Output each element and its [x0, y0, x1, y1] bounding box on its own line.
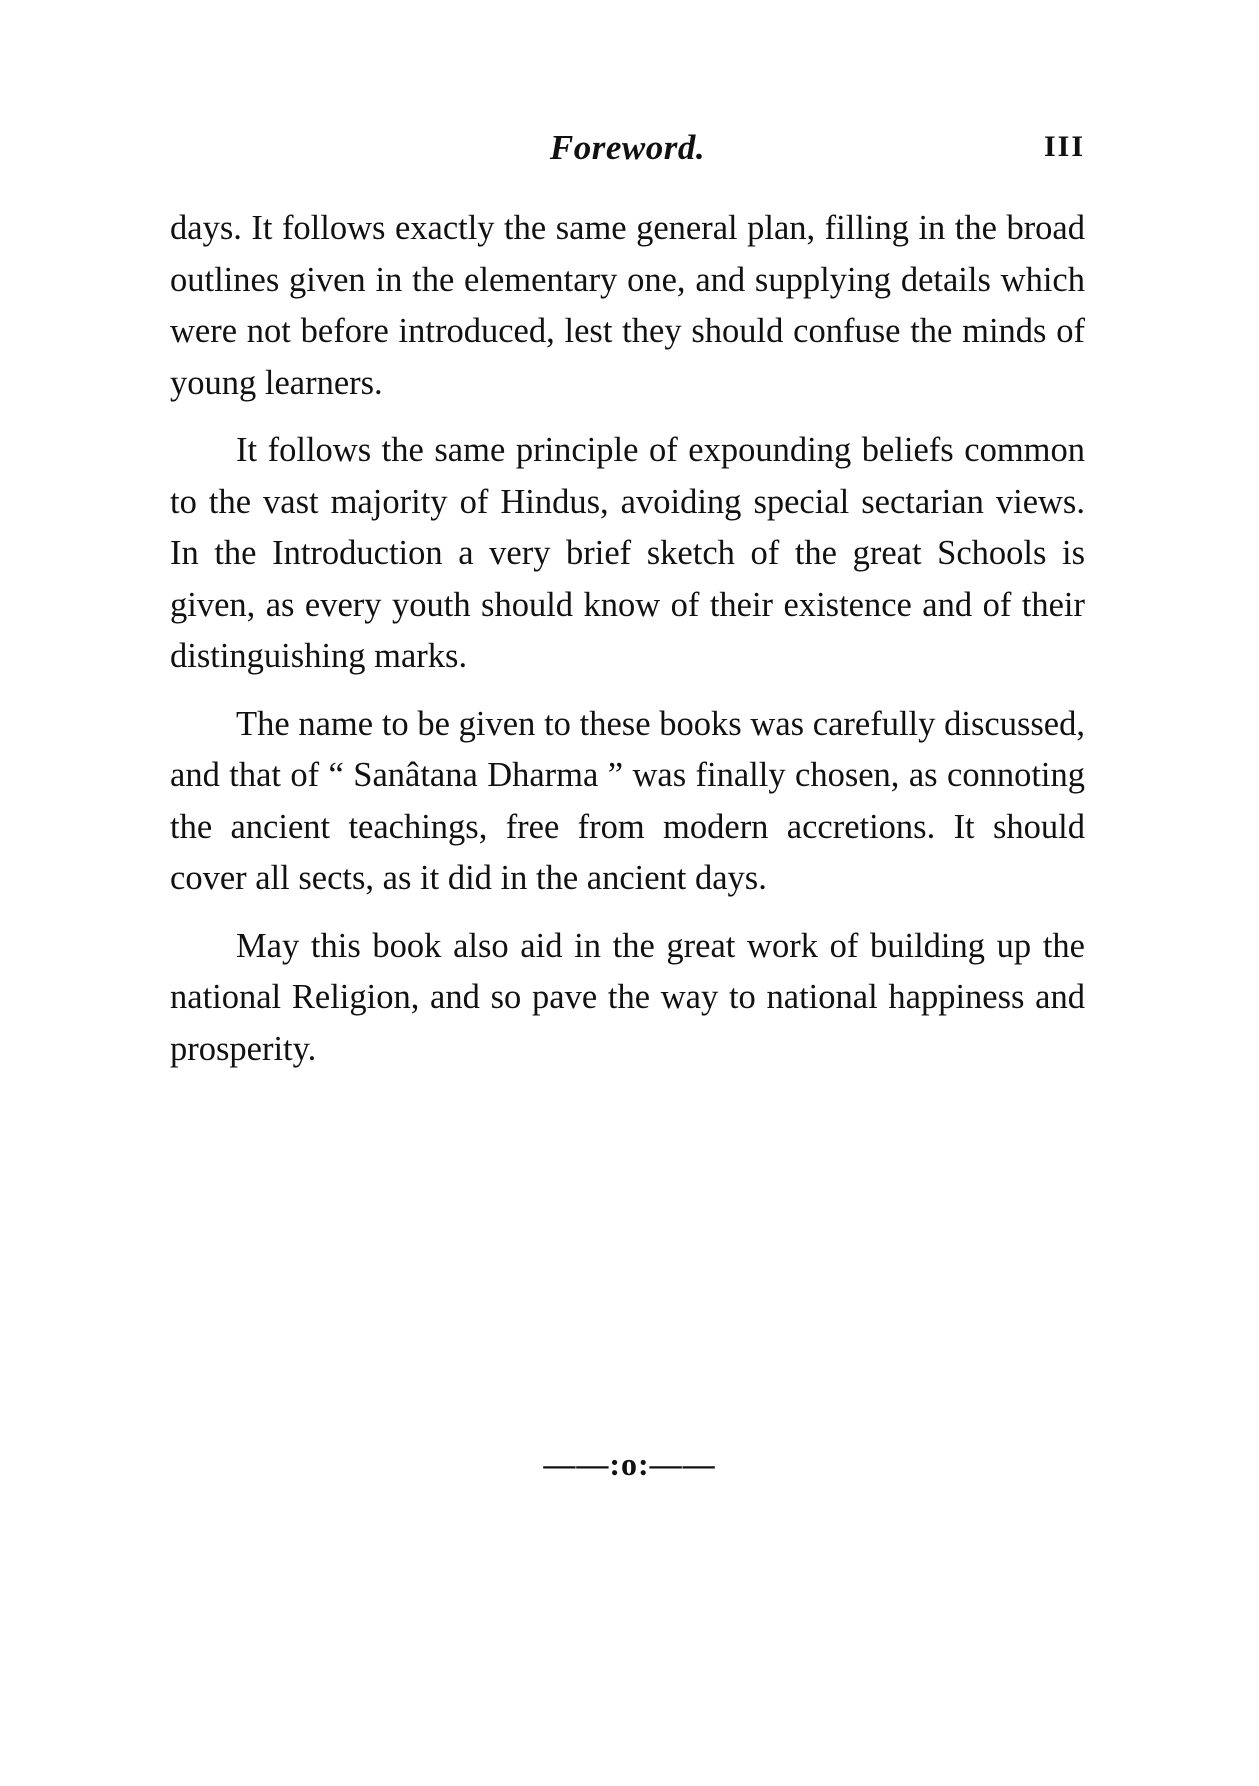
paragraph: May this book also aid in the great work of building up the national Religion, and so pave the way to national happiness and prosperity.	[170, 926, 1085, 1068]
page-number: III	[1043, 130, 1085, 163]
paragraph: days. It follows exactly the same general plan, filling in the broad outlines given in the elementary one, and supplying details which were not before introduced, lest they should confuse the minds of young learners.	[170, 209, 1085, 402]
body-text	[170, 203, 1085, 1075]
paragraph: The name to be given to these books was carefully discussed, and that of “ Sanâtana Dharma ” was finally chosen, as connoting the ancient teachings, free from modern accretions. It should cover all sects, as it did in the ancient days.	[170, 704, 1085, 897]
page-header	[170, 128, 1085, 188]
paragraph: It follows the same principle of expounding beliefs common to the vast majority of Hindus, avoiding special sectarian views. In the Introduction a very brief sketch of the great Schools is given, as every youth should know of their existence and of their distinguishing marks.	[170, 431, 1085, 675]
section-end-ornament: ——:o:——	[543, 1446, 716, 1482]
running-title: Foreword.	[549, 128, 706, 167]
